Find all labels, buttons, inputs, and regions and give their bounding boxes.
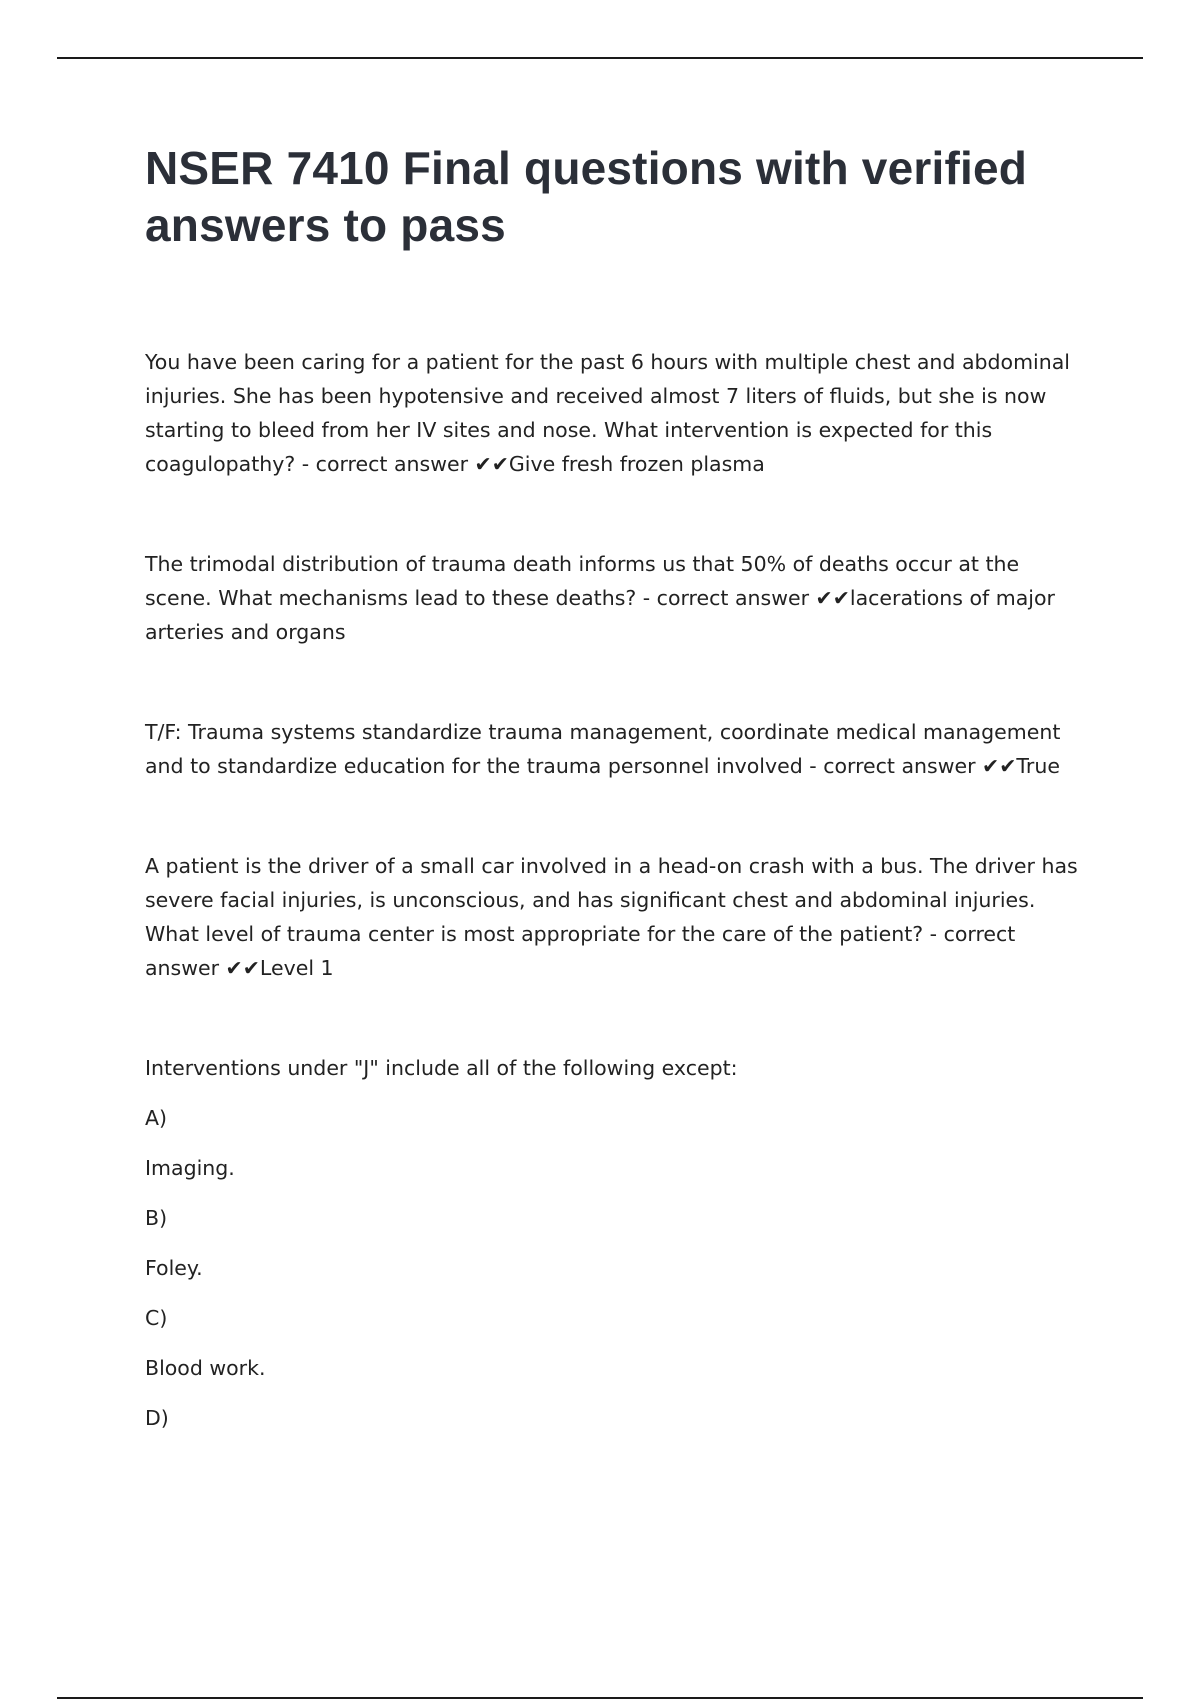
option-a-label: A) xyxy=(145,1106,168,1130)
question-3: T/F: Trauma systems standardize trauma management, coordinate medical management and to standardize education for the trauma personnel involved - correct answer ✔✔True xyxy=(145,720,1061,778)
option-b-text: Foley. xyxy=(145,1256,203,1280)
question-5-options xyxy=(145,1101,1085,1435)
option-c-text: Blood work. xyxy=(145,1356,266,1380)
top-divider xyxy=(57,57,1143,59)
option-b-label: B) xyxy=(145,1206,168,1230)
option-d-label: D) xyxy=(145,1406,169,1430)
document-title: NSER 7410 Final questions with verified answers to pass xyxy=(145,142,1028,251)
question-2: The trimodal distribution of trauma death informs us that 50% of deaths occur at the scene. What mechanisms lead to these deaths? - correct answer ✔✔lacerations of major arteries and organs xyxy=(145,552,1055,644)
question-4: A patient is the driver of a small car involved in a head-on crash with a bus. The driver has severe facial injuries, is unconscious, and has significant chest and abdominal injuries. What level of trauma center is most appropriate for the care of the patient? - correct answer ✔✔Level 1 xyxy=(145,854,1078,980)
option-a-text: Imaging. xyxy=(145,1156,235,1180)
document-body xyxy=(145,140,1085,1435)
bottom-divider xyxy=(57,1697,1143,1699)
option-c-label: C) xyxy=(145,1306,168,1330)
question-1: You have been caring for a patient for the past 6 hours with multiple chest and abdominal injuries. She has been hypotensive and received almost 7 liters of fluids, but she is now starting to bleed from her IV sites and nose. What intervention is expected for this coagulopathy? - correct answer ✔✔Give fresh frozen plasma xyxy=(145,350,1071,476)
question-5: Interventions under "J" include all of the following except: xyxy=(145,1056,738,1080)
